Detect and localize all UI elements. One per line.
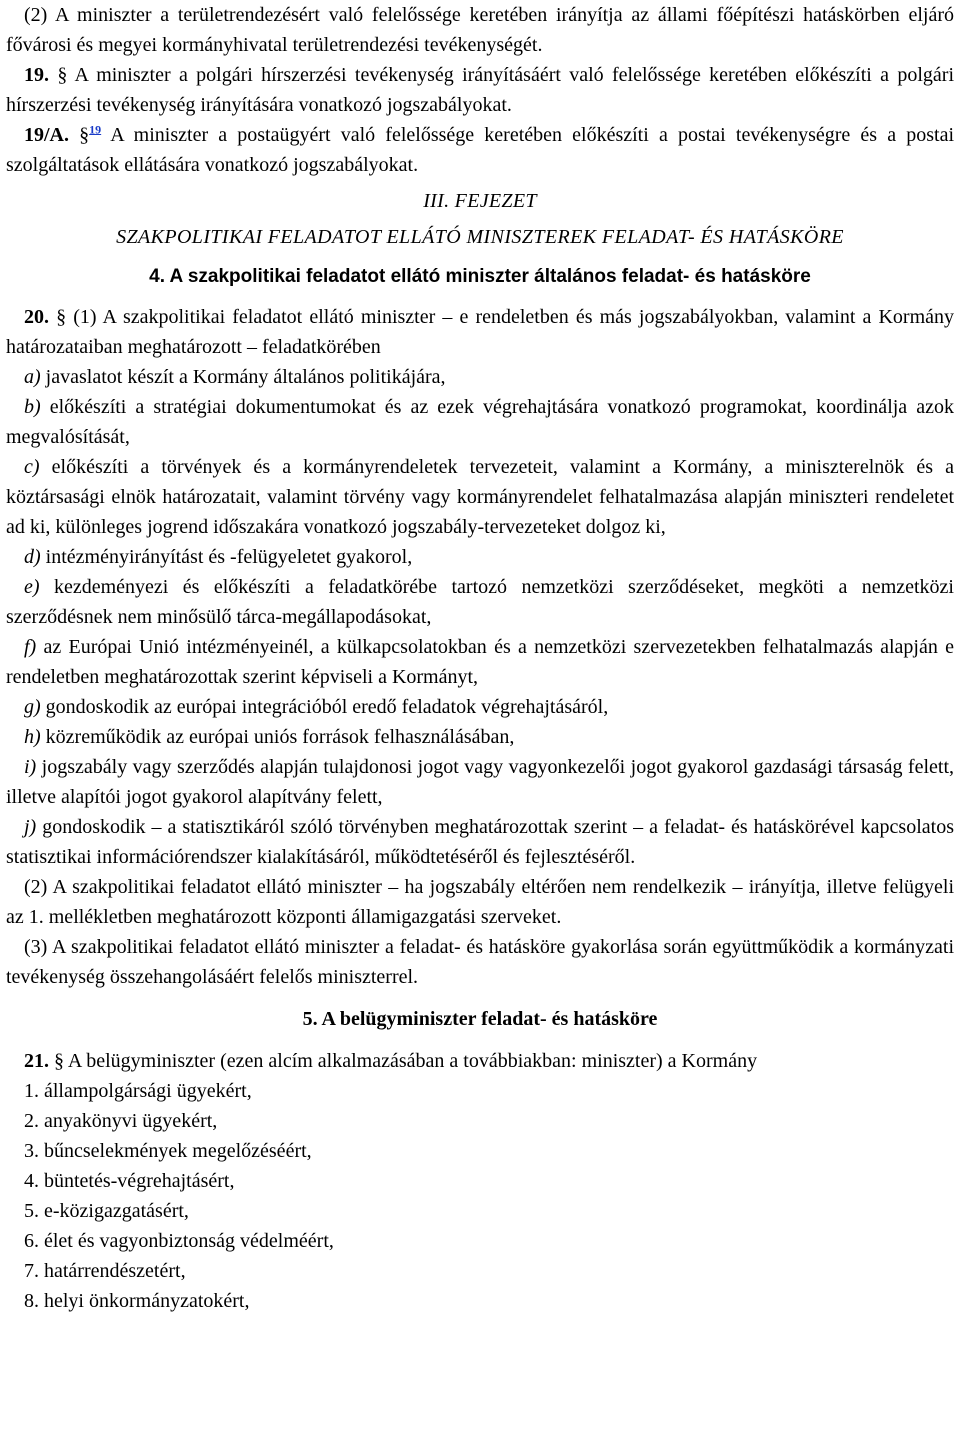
section-text: A miniszter a polgári hírszerzési tevékenység irányításáért való felelőssége keretében előkészíti a polgári hírszerzési tevékenység irányítására vonatkozó jogszabályokat. [6,64,955,116]
list-item: f) az Európai Unió intézményeinél, a külkapcsolatokban és a nemzetközi szervezetekben felhatalmazás alapján e rendeletben meghatározottak szerint képviseli a Kormányt, [6,636,954,688]
section-text: (1) A szakpolitikai feladatot ellátó miniszter – e rendeletben és más jogszabályokban, valamint a Kormány határozataiban meghatározott – feladatkörében [6,306,954,358]
list-item: 7. határrendészetért, [24,1260,186,1282]
list-item: h) közreműködik az európai uniós források felhasználásában, [24,726,515,748]
subtitle-5: 5. A belügyminiszter feladat- és hatásköre [302,1008,658,1030]
document-page [6,0,954,1316]
list-item: 8. helyi önkormányzatokért, [24,1290,250,1312]
section-number: 19/A. [24,124,69,146]
footnote-link[interactable]: 19 [89,122,102,137]
list-item: 1. állampolgársági ügyekért, [24,1080,252,1102]
section-sign: § [56,306,67,328]
list-item: e) kezdeményezi és előkészíti a feladatkörébe tartozó nemzetközi szerződéseket, megköti a nemzetközi szerződésnek nem minősülő tárca-megállapodásokat, [6,576,954,628]
section-number: 20. [24,306,49,328]
section-text: A belügyminiszter (ezen alcím alkalmazásában a továbbiakban: miniszter) a Kormány [64,1050,758,1072]
list-item: 4. büntetés-végrehajtásért, [24,1170,235,1192]
section-21-intro [6,1046,954,1076]
chapter-title: SZAKPOLITIKAI FELADATOT ELLÁTÓ MINISZTEREK FELADAT- ÉS HATÁSKÖRE [116,226,844,248]
section-19 [6,60,954,120]
section-number: 21. [24,1050,49,1072]
list-item: c) előkészíti a törvények és a kormányrendeletek tervezeteit, valamint a Kormány, a miniszterelnök és a köztársasági elnök határozatait, valamint törvény vagy kormányrendelet felhatalmazása alapján miniszteri rendeletet ad ki, különleges jogrend időszakára vonatkozó jogszabály-tervezeteket dolgoz ki, [6,456,954,538]
list-item: 5. e-közigazgatásért, [24,1200,189,1222]
section-sign: § [57,64,68,86]
subtitle-4: 4. A szakpolitikai feladatot ellátó miniszter általános feladat- és hatásköre [149,266,811,287]
section-text: A miniszter a postaügyért való felelőssége keretében előkészíti a postai tevékenységre és a postai szolgáltatások ellátására vonatkozó jogszabályokat. [6,124,955,176]
list-item: i) jogszabály vagy szerződés alapján tulajdonosi jogot vagy vagyonkezelői jogot gyakorol gazdasági társaság felett, illetve alapítói jogot gyakorol alapítvány felett, [6,756,954,808]
section-20-para-2: (2) A szakpolitikai feladatot ellátó miniszter – ha jogszabály eltérően nem rendelkezik – irányítja, illetve felügyeli az 1. mellékletben meghatározott központi államigazgatási szerveket. [6,876,954,928]
list-item: d) intézményirányítást és -felügyeletet gyakorol, [24,546,413,568]
section-20-items [6,362,954,872]
section-20-para-3: (3) A szakpolitikai feladatot ellátó miniszter a feladat- és hatásköre gyakorlása során együttműködik a kormányzati tevékenység összehangolásáért felelős miniszterrel. [6,936,954,988]
list-item: 3. bűncselekmények megelőzéséért, [24,1140,312,1162]
list-item: 6. élet és vagyonbiztonság védelméért, [24,1230,334,1252]
chapter-number: III. FEJEZET [423,190,537,212]
list-item: b) előkészíti a stratégiai dokumentumokat és az ezek végrehajtására vonatkozó programokat, koordinálja azok megvalósítását, [6,396,954,448]
section-20-intro [6,302,954,362]
section-sign: § [54,1050,64,1072]
section-sign: § [79,124,90,146]
section-19a [6,120,954,180]
list-item: g) gondoskodik az európai integrációból eredő feladatok végrehajtásáról, [24,696,609,718]
section-number: 19. [24,64,49,86]
paragraph-18-2: (2) A miniszter a területrendezésért való felelőssége keretében irányítja az állami főépítészi hatáskörben eljáró fővárosi és megyei kormányhivatal területrendezési tevékenységét. [6,4,954,56]
list-item: j) gondoskodik – a statisztikáról szóló törvényben meghatározottak szerint – a feladat- és hatáskörével kapcsolatos statisztikai információrendszer kialakításáról, működtetéséről és fejlesztéséről. [6,816,954,868]
list-item: 2. anyakönyvi ügyekért, [24,1110,218,1132]
section-21-items [6,1076,954,1316]
list-item: a) javaslatot készít a Kormány általános politikájára, [24,366,446,388]
